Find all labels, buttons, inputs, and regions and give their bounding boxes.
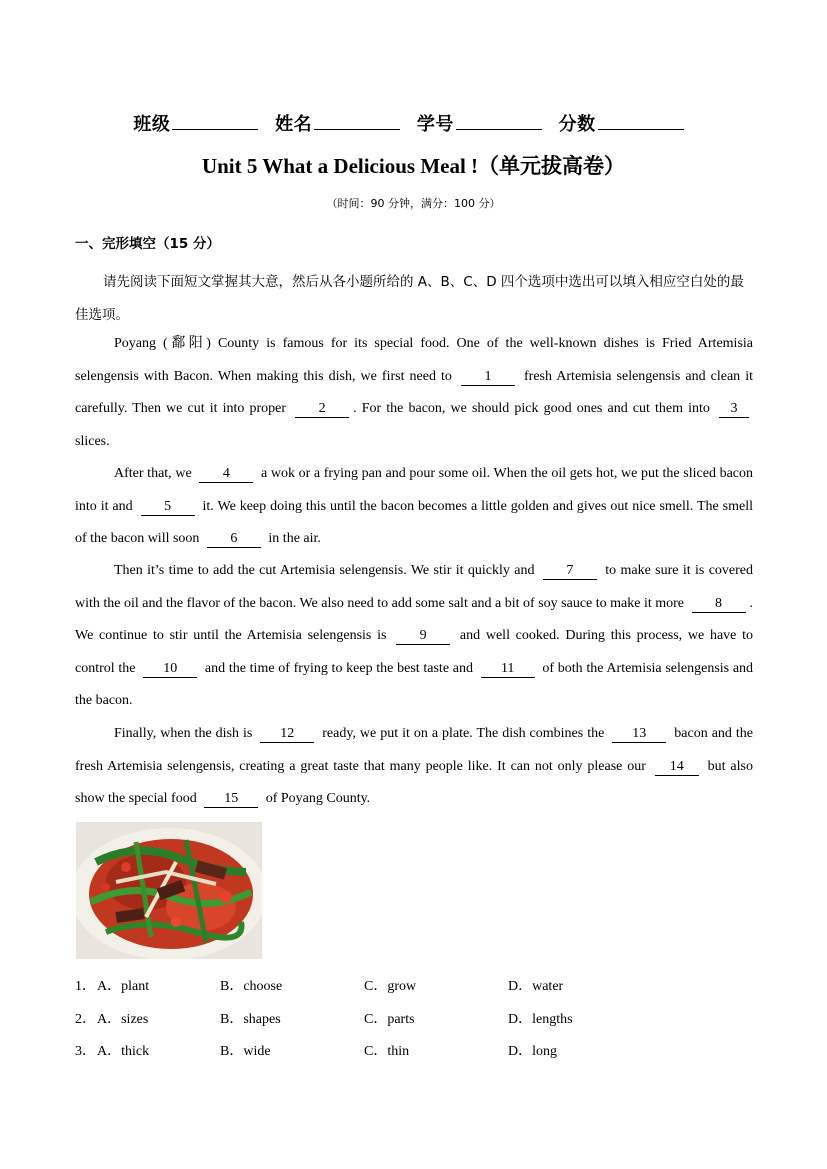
passage-text: fresh Artemisia selengensis and clean it carefully. Then we cut it into proper [75, 368, 753, 416]
passage-text: it. We keep doing this until the bacon becomes a little golden and gives out nice smell. The smell of the bacon will soon [75, 498, 753, 546]
blank-5: 5 [141, 499, 195, 516]
passage-text: Then it’s time to add the cut Artemisia selengensis. We stir it quickly and [114, 563, 535, 578]
passage-text: and well cooked. During this process, we have to control the [75, 628, 754, 676]
option-d: D．lengths [508, 1012, 573, 1027]
page-title: Unit 5 What a Delicious Meal !（单元拔高卷） [201, 154, 626, 178]
blank-12: 12 [260, 726, 314, 743]
passage-text: . We continue to stir until the Artemisia selengensis is [75, 595, 753, 643]
passage-text: and the time of frying to keep the best taste and [204, 660, 473, 676]
section-heading: 一、完形填空（15 分） [75, 236, 220, 252]
blank-3: 3 [719, 401, 749, 418]
class-blank [172, 111, 258, 130]
passage-paragraph-1 [75, 328, 753, 458]
student-id-blank [456, 111, 542, 130]
name-label: 姓名 [275, 114, 313, 135]
blank-10: 10 [143, 661, 197, 678]
option-c: C．parts [364, 1012, 415, 1027]
score-label: 分数 [558, 114, 596, 135]
option-a: A．plant [97, 979, 150, 994]
option-a: A．sizes [97, 1012, 149, 1027]
option-b: B．shapes [220, 1012, 281, 1027]
question-number: 2． [75, 1012, 96, 1027]
option-a: A．thick [97, 1044, 150, 1059]
student-id-label: 学号 [416, 114, 454, 135]
class-label: 班级 [133, 114, 171, 135]
option-b: B．choose [220, 979, 283, 994]
passage-text: in the air. [268, 531, 321, 546]
question-number: 3． [75, 1044, 96, 1059]
dish-illustration [76, 822, 262, 959]
blank-7: 7 [543, 563, 597, 580]
passage-text: . For the bacon, we should pick good ones and cut them into [353, 401, 710, 416]
option-c: C．thin [364, 1044, 410, 1059]
option-d: D．water [508, 979, 564, 994]
blank-9: 9 [396, 628, 450, 645]
passage-text: a wok or a frying pan and pour some oil. When the oil gets hot, we put the sliced bacon into it and [75, 466, 754, 514]
fried-dish-photo [76, 822, 262, 959]
blank-1: 1 [461, 369, 515, 386]
passage-paragraph-3 [75, 555, 753, 718]
blank-4: 4 [199, 466, 253, 483]
score-blank [598, 111, 684, 130]
passage-text: slices. [75, 433, 110, 449]
blank-15: 15 [204, 791, 258, 808]
time-info: （时间：90 分钟，满分：100 分） [326, 197, 501, 210]
blank-11: 11 [481, 661, 535, 678]
passage-text: Poyang (鄱阳) County is famous for its special food. One of the well-known dishes is Fried Artemisia selengensis with Bacon. When making this dish, we first need to [75, 336, 753, 384]
passage-text: ready, we put it on a plate. The dish combines the [322, 726, 605, 741]
blank-8: 8 [692, 596, 746, 613]
passage-paragraph-2 [75, 458, 753, 556]
passage-text: bacon and the fresh Artemisia selengensis, creating a great taste that many people like. It can not only please our [75, 726, 753, 774]
passage-text: but also show the special food [75, 758, 753, 806]
student-info-line [0, 110, 827, 136]
option-c: C．grow [364, 979, 417, 994]
passage-text: of Poyang County. [265, 791, 371, 806]
passage-text: to make sure it is covered with the oil and the flavor of the bacon. We also need to add some salt and a bit of soy sauce to make it more [75, 563, 754, 611]
passage-text: Finally, when the dish is [114, 726, 253, 741]
question-number: 1． [75, 979, 96, 994]
passage-text: of both the Artemisia selengensis and the bacon. [75, 660, 754, 708]
passage-text: After that, we [114, 466, 192, 481]
blank-6: 6 [207, 531, 261, 548]
passage-paragraph-4 [75, 718, 753, 816]
instruction-text: 请先阅读下面短文掌握其大意，然后从各小题所给的 A、B、C、D 四个选项中选出可以填入相应空白处的最佳选项。 [75, 274, 744, 323]
blank-13: 13 [612, 726, 666, 743]
name-blank [314, 111, 400, 130]
option-b: B．wide [220, 1044, 271, 1059]
option-d: D．long [508, 1044, 557, 1059]
blank-14: 14 [655, 759, 699, 776]
blank-2: 2 [295, 401, 349, 418]
